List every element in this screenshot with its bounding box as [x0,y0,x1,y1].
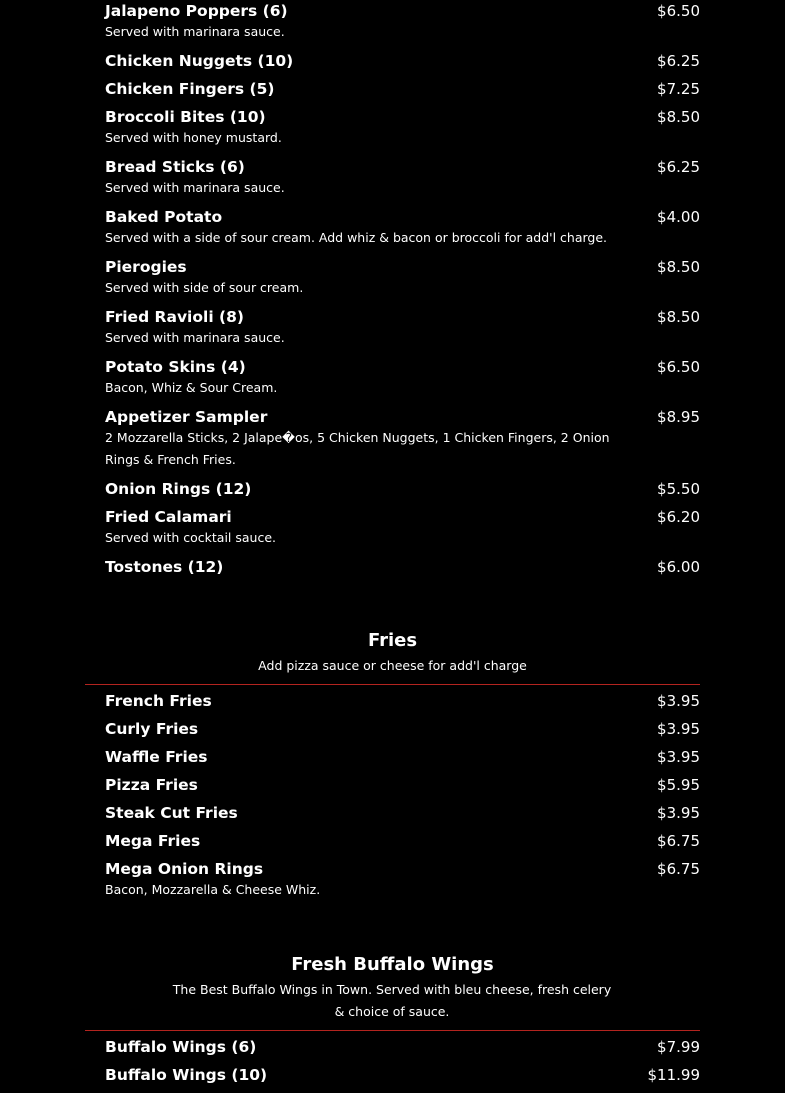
item-price: $6.50 [657,358,700,376]
item-name: Chicken Nuggets (10) [105,52,294,70]
item-price: $8.50 [657,108,700,126]
item-price: $6.50 [657,2,700,20]
item-name: Pierogies [105,258,187,276]
item-name: Potato Skins (4) [105,358,246,376]
item-name: Waffle Fries [105,748,208,766]
item-price: $8.95 [657,408,700,426]
item-name: Fried Ravioli (8) [105,308,244,326]
item-price: $6.20 [657,508,700,526]
item-name: Onion Rings (12) [105,480,252,498]
item-price: $3.95 [657,748,700,766]
item-name: Pizza Fries [105,776,198,794]
item-description: Served with a side of sour cream. Add whiz & bacon or broccoli for add'l charge. [105,230,608,245]
item-description: Served with cocktail sauce. [105,530,276,545]
item-price: $6.75 [657,832,700,850]
item-description: 2 Mozzarella Sticks, 2 Jalape�os, 5 Chicken Nuggets, 1 Chicken Fingers, 2 Onion Rings & French Fries. [105,430,610,467]
item-description: Served with side of sour cream. [105,280,304,295]
item-name: Mega Fries [105,832,201,850]
item-price: $7.25 [657,80,700,98]
item-name: Steak Cut Fries [105,804,238,822]
section-subtitle-wings: The Best Buffalo Wings in Town. Served with bleu cheese, fresh celery & choice of sauce. [172,982,612,1019]
item-name: French Fries [105,692,212,710]
item-price: $6.75 [657,860,700,878]
section-title-wings: Fresh Buffalo Wings [291,954,494,975]
section-subtitle-fries: Add pizza sauce or cheese for add'l charge [258,658,527,673]
item-price: $7.99 [657,1038,700,1056]
item-description: Served with marinara sauce. [105,330,285,345]
item-price: $5.95 [657,776,700,794]
item-price: $6.00 [657,558,700,576]
item-name: Buffalo Wings (10) [105,1066,268,1084]
item-name: Mega Onion Rings [105,860,264,878]
item-price: $3.95 [657,720,700,738]
item-name: Tostones (12) [105,558,224,576]
item-price: $3.95 [657,804,700,822]
item-price: $5.50 [657,480,700,498]
item-description: Served with honey mustard. [105,130,282,145]
item-name: Bread Sticks (6) [105,158,245,176]
item-price: $4.00 [657,208,700,226]
item-name: Appetizer Sampler [105,408,268,426]
item-price: $8.50 [657,258,700,276]
item-description: Bacon, Mozzarella & Cheese Whiz. [105,882,321,897]
section-title-fries: Fries [367,630,418,651]
item-name: Fried Calamari [105,508,232,526]
item-price: $11.99 [647,1066,700,1084]
item-name: Curly Fries [105,720,199,738]
item-price: $6.25 [657,52,700,70]
item-name: Broccoli Bites (10) [105,108,266,126]
item-name: Baked Potato [105,208,223,226]
item-price: $3.95 [657,692,700,710]
section-divider [85,684,700,685]
item-description: Served with marinara sauce. [105,180,285,195]
item-price: $8.50 [657,308,700,326]
item-name: Jalapeno Poppers (6) [105,2,288,20]
item-name: Chicken Fingers (5) [105,80,275,98]
item-description: Served with marinara sauce. [105,24,285,39]
item-price: $6.25 [657,158,700,176]
section-divider [85,1030,700,1031]
item-description: Bacon, Whiz & Sour Cream. [105,380,278,395]
item-name: Buffalo Wings (6) [105,1038,257,1056]
